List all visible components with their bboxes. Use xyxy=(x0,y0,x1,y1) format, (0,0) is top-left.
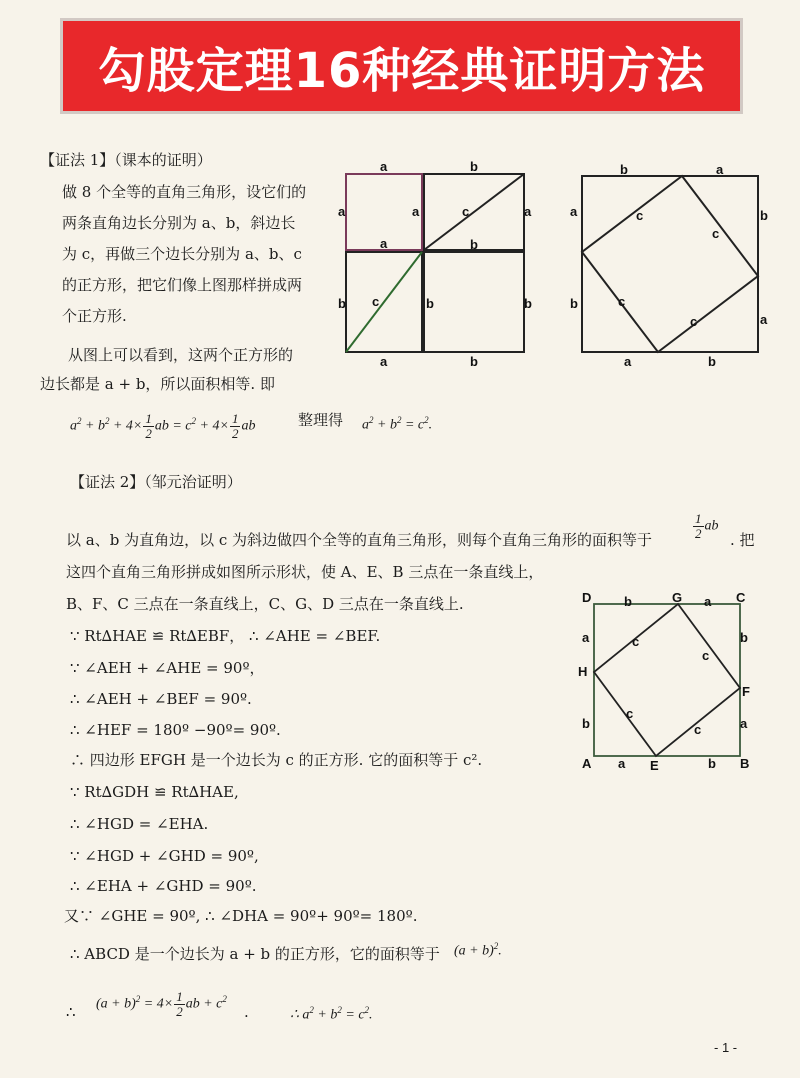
proof1-line: 的正方形，把它们像上图那样拼成两 xyxy=(62,276,303,294)
proof-step: ∴ ∠AEH + ∠BEF = 90º. xyxy=(70,690,252,708)
proof-step: ∴ ∠HEF = 180º −90º= 90º. xyxy=(70,721,281,739)
formula-result: $a^2 + b^2 = c^2$. xyxy=(362,415,433,433)
proof1-line: 边长都是 a + b，所以面积相等. 即 xyxy=(40,375,275,393)
proof-step: ∴ ∠HGD = ∠EHA. xyxy=(70,815,209,833)
point-C: C xyxy=(736,590,746,605)
label-c: c xyxy=(618,294,626,309)
label-c: c xyxy=(690,314,698,329)
label-c: c xyxy=(372,294,380,309)
proof1-line: 从图上可以看到，这两个正方形的 xyxy=(68,346,294,364)
proof1-figure-right xyxy=(568,158,778,368)
label-b: b xyxy=(708,756,716,771)
proof2-heading: 【证法 2】（邹元治证明） xyxy=(70,473,242,491)
point-H: H xyxy=(578,664,588,679)
proof-step: ∵ Rt∆GDH ≌ Rt∆HAE, xyxy=(70,783,239,801)
formula-connector: 整理得 xyxy=(298,411,344,429)
proof-step: ∴ ∠EHA + ∠GHD = 90º. xyxy=(70,877,257,895)
proof2-intro: 这四个直角三角形拼成如图所示形状，使 A、E、B 三点在一条直线上， xyxy=(66,563,544,581)
label-a: a xyxy=(524,204,532,219)
point-F: F xyxy=(742,684,750,699)
label-a: a xyxy=(618,756,626,771)
point-D: D xyxy=(582,590,592,605)
label-b: b xyxy=(570,296,578,311)
proof1-line: 两条直角边长分别为 a、b，斜边长 xyxy=(62,214,296,232)
title-banner xyxy=(60,18,743,114)
page-number: - 1 - xyxy=(714,1040,738,1055)
label-a: a xyxy=(338,204,346,219)
label-c: c xyxy=(636,208,644,223)
proof1-heading: 【证法 1】（课本的证明） xyxy=(40,151,212,169)
formula-half-ab: $\frac{1}{2}$ ab xyxy=(695,511,719,541)
label-c: c xyxy=(462,204,470,219)
label-b: b xyxy=(582,716,590,731)
proof2-intro: B、F、C 三点在一条直线上，C、G、D 三点在一条直线上. xyxy=(66,595,464,613)
label-a: a xyxy=(704,594,712,609)
proof-step: ∵ Rt∆HAE ≌ Rt∆EBF， ∴ ∠AHE = ∠BEF. xyxy=(70,627,381,645)
proof-step: ∵ ∠HGD + ∠GHD = 90º, xyxy=(70,847,259,865)
formula-expansion: $(a + b)^2 = 4\times$ $\frac{1}{2}$ ab + $c^2$ xyxy=(96,988,227,1019)
proof1-line: 为 c，再做三个边长分别为 a、b、c xyxy=(62,245,302,263)
label-b: b xyxy=(620,162,628,177)
period: . xyxy=(244,1003,249,1021)
point-B: B xyxy=(740,756,750,771)
proof1-figure-left xyxy=(338,158,538,368)
formula-area-equality: $a^2 + b^2 + 4\times$ $\frac{1}{2}$ ab = $c^2 + 4\times$ $\frac{1}{2}$ ab xyxy=(70,410,256,441)
proof-step: 又∵ ∠GHE = 90º, ∴ ∠DHA = 90º+ 90º= 180º. xyxy=(64,907,418,925)
label-a: a xyxy=(582,630,590,645)
proof-step: ∴ ABCD 是一个边长为 a + b 的正方形，它的面积等于 xyxy=(70,945,440,963)
label-a: a xyxy=(412,204,420,219)
formula-square-area: $(a + b)^2$. xyxy=(454,941,502,959)
label-c: c xyxy=(694,722,702,737)
label-b: b xyxy=(524,296,532,311)
label-a: a xyxy=(380,159,388,174)
point-G: G xyxy=(672,590,683,605)
label-c: c xyxy=(702,648,710,663)
label-c: c xyxy=(632,634,640,649)
label-b: b xyxy=(740,630,748,645)
label-c: c xyxy=(626,706,634,721)
proof2-figure xyxy=(574,588,764,774)
formula-final: ∴ $a^2 + b^2 = c^2$. xyxy=(290,1005,373,1023)
label-b: b xyxy=(470,354,478,369)
label-b: b xyxy=(624,594,632,609)
label-a: a xyxy=(624,354,632,369)
label-b: b xyxy=(470,237,478,252)
label-b: b xyxy=(338,296,346,311)
label-b: b xyxy=(426,296,434,311)
proof2-intro-end: . 把 xyxy=(730,531,755,549)
label-a: a xyxy=(380,236,388,251)
label-a: a xyxy=(570,204,578,219)
point-E: E xyxy=(650,758,659,773)
proof1-line: 个正方形. xyxy=(62,307,127,325)
label-b: b xyxy=(760,208,768,223)
page-title: 勾股定理16种经典证明方法 xyxy=(97,42,706,99)
label-a: a xyxy=(380,354,388,369)
proof2-intro: 以 a、b 为直角边，以 c 为斜边做四个全等的直角三角形，则每个直角三角形的面积等于 xyxy=(66,531,653,549)
label-b: b xyxy=(470,159,478,174)
point-A: A xyxy=(582,756,592,771)
proof-step: ∴ 四边形 EFGH 是一个边长为 c 的正方形. 它的面积等于 c². xyxy=(70,751,483,769)
therefore-symbol: ∴ xyxy=(66,1003,76,1021)
proof1-line: 做 8 个全等的直角三角形，设它们的 xyxy=(62,183,307,201)
label-c: c xyxy=(712,226,720,241)
label-b: b xyxy=(708,354,716,369)
label-a: a xyxy=(716,162,724,177)
label-a: a xyxy=(760,312,768,327)
proof-step: ∵ ∠AEH + ∠AHE = 90º， xyxy=(70,659,265,677)
label-a: a xyxy=(740,716,748,731)
